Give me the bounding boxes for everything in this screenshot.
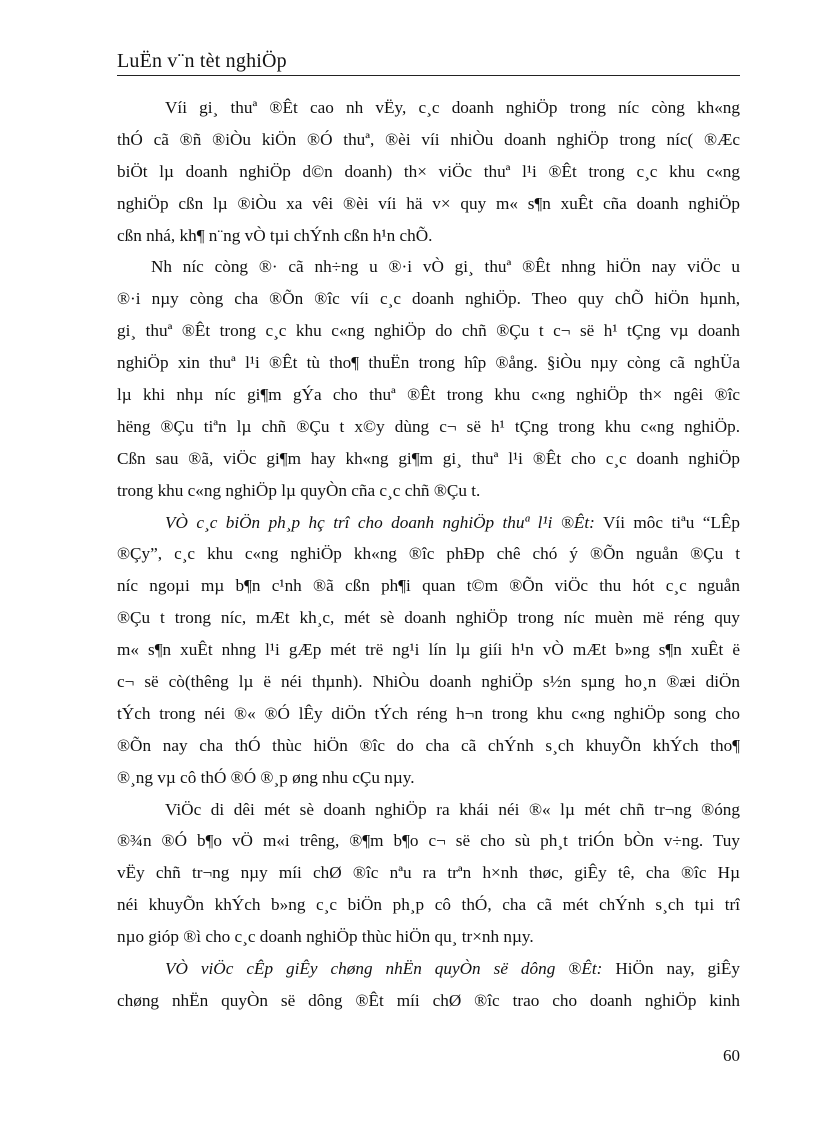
- paragraph: [117, 92, 740, 251]
- text-line: nghiÖp cßn lµ ®iÒu xa vêi ®èi víi hä v× quy m« s¶n xuÊt cña doanh nghiÖp: [117, 193, 740, 213]
- text-line: trong khu c«ng nghiÖp lµ quyÒn cña c¸c chñ ®Çu t.: [117, 480, 481, 500]
- text-line: lµ khi nhµ níc gi¶m gÝa cho thuª ®Êt trong khu c«ng nghiÖp th× ngêi ®îc: [117, 385, 740, 405]
- text-line-content: VÒ c¸c biÖn ph¸p hç trî cho doanh nghiÖp thuª l¹i ®Êt: Víi môc tiªu “LÊp: [165, 512, 740, 532]
- text-line: ®¸ng vµ cô thÓ ®Ó ®¸p øng nhu cÇu nµy.: [117, 767, 415, 787]
- text-line: biÖt lµ doanh nghiÖp d©n doanh) th× viÖc thuª l¹i ®Êt trong c¸c khu c«ng: [117, 161, 740, 181]
- text-line: Cßn sau ®ã, viÖc gi¶m hay kh«ng gi¶m gi¸ thuª l¹i ®Êt cho c¸c doanh nghiÖp: [117, 448, 740, 468]
- italic-lead-in: VÒ viÖc cÊp giÊy chøng nhËn quyÒn së dông ®Êt:: [165, 959, 603, 979]
- text-line: tÝch trong néi ®« ®Ó lÊy diÖn tÝch réng h¬n trong khu c«ng nghiÖp song cho: [117, 703, 740, 723]
- text-line: néi khuyÕn khÝch b»ng c¸c biÖn ph¸p cô thÓ, cha cã mét chÝnh s¸ch tµi trî: [117, 895, 740, 915]
- paragraph: [117, 507, 740, 794]
- text-line: ®Çu t trong níc, mÆt kh¸c, mét sè doanh nghiÖp trong níc muèn më réng quy: [117, 608, 740, 628]
- page-number: 60: [723, 1046, 740, 1065]
- text-line: [117, 507, 740, 539]
- text-line: gi¸ thuª ®Êt trong c¸c khu c«ng nghiÖp do chñ ®Çu t c¬ së h¹ tÇng vµ doanh: [117, 321, 740, 341]
- text-line: ®¾n ®Ó b¶o vÖ m«i trêng, ®¶m b¶o c¬ së cho sù ph¸t triÓn bÒn v÷ng. Tuy: [117, 831, 740, 851]
- text-line: nghiÖp xin thuª l¹i ®Êt tù tho¶ thuËn trong hîp ®ång. §iÒu nµy còng cã nghÜa: [117, 353, 740, 373]
- header-title: LuËn v¨n tèt nghiÖp: [117, 50, 287, 72]
- text-line: VÒ viÖc cÊp giÊy chøng nhËn quyÒn së dông ®Êt: HiÖn nay, giÊy: [165, 959, 740, 979]
- text-line: c¬ së cò(thêng lµ ë néi thµnh). NhiÒu doanh nghiÖp s½n sµng ho¸n ®æi diÖn: [117, 672, 740, 692]
- text-line: hëng ®Çu tiªn lµ chñ ®Çu t x©y dùng c¬ së h¹ tÇng trong khu c«ng nghiÖp.: [117, 416, 740, 436]
- text-line: níc ngoµi mµ b¶n c¹nh ®ã cßn ph¶i quan t©m ®Õn viÖc thu hót c¸c nguån: [117, 576, 740, 596]
- text-line: ViÖc di dêi mét sè doanh nghiÖp ra khái néi ®« lµ mét chñ tr¬ng ®óng: [165, 799, 740, 819]
- text-line: chøng nhËn quyÒn së dông ®Êt míi chØ ®îc trao cho doanh nghiÖp kinh: [117, 990, 740, 1010]
- text-line: ®Õn nay cha thÓ thùc hiÖn ®îc do cha cã chÝnh s¸ch khuyÕn khÝch tho¶: [117, 735, 740, 755]
- text-line: ®Çy”, c¸c khu c«ng nghiÖp kh«ng ®îc phÐp chê chó ý ®Õn nguån ®Çu t: [117, 544, 740, 564]
- text-line: m« s¶n xuÊt nhng l¹i gÆp mét trë ng¹i lín lµ giíi h¹n vÒ mÆt b»ng s¶n xuÊt ë: [117, 640, 740, 660]
- paragraph: [117, 251, 740, 506]
- paragraph: [117, 794, 740, 953]
- text-line: ®·i nµy còng cha ®Õn ®îc víi c¸c doanh nghiÖp. Theo quy chÕ hiÖn hµnh,: [117, 289, 740, 309]
- body-text: [117, 92, 740, 1017]
- text-line: Víi gi¸ thuª ®Êt cao nh vËy, c¸c doanh nghiÖp trong níc còng kh«ng: [165, 98, 740, 117]
- text-line: cßn nhá, kh¶ n¨ng vÒ tµi chÝnh cßn h¹n chÕ.: [117, 225, 433, 245]
- running-header: [117, 48, 740, 76]
- text-line: vËy chñ tr¬ng nµy míi chØ ®îc nªu ra trªn h×nh thøc, giÊy tê, cha ®îc Hµ: [117, 863, 740, 883]
- italic-lead-in: VÒ c¸c biÖn ph¸p hç trî cho doanh nghiÖp thuª l¹i ®Êt:: [165, 512, 595, 532]
- paragraph: [117, 953, 740, 1017]
- text-line: thÓ cã ®ñ ®iÒu kiÖn ®Ó thuª, ®èi víi nhiÒu doanh nghiÖp trong níc( ®Æc: [117, 129, 740, 149]
- text-line: nµo gióp ®ì cho c¸c doanh nghiÖp thùc hiÖn qu¸ tr×nh nµy.: [117, 927, 534, 947]
- text-line: Nh níc còng ®· cã nh÷ng u ®·i vÒ gi¸ thuª ®Êt nhng hiÖn nay viÖc u: [151, 257, 740, 277]
